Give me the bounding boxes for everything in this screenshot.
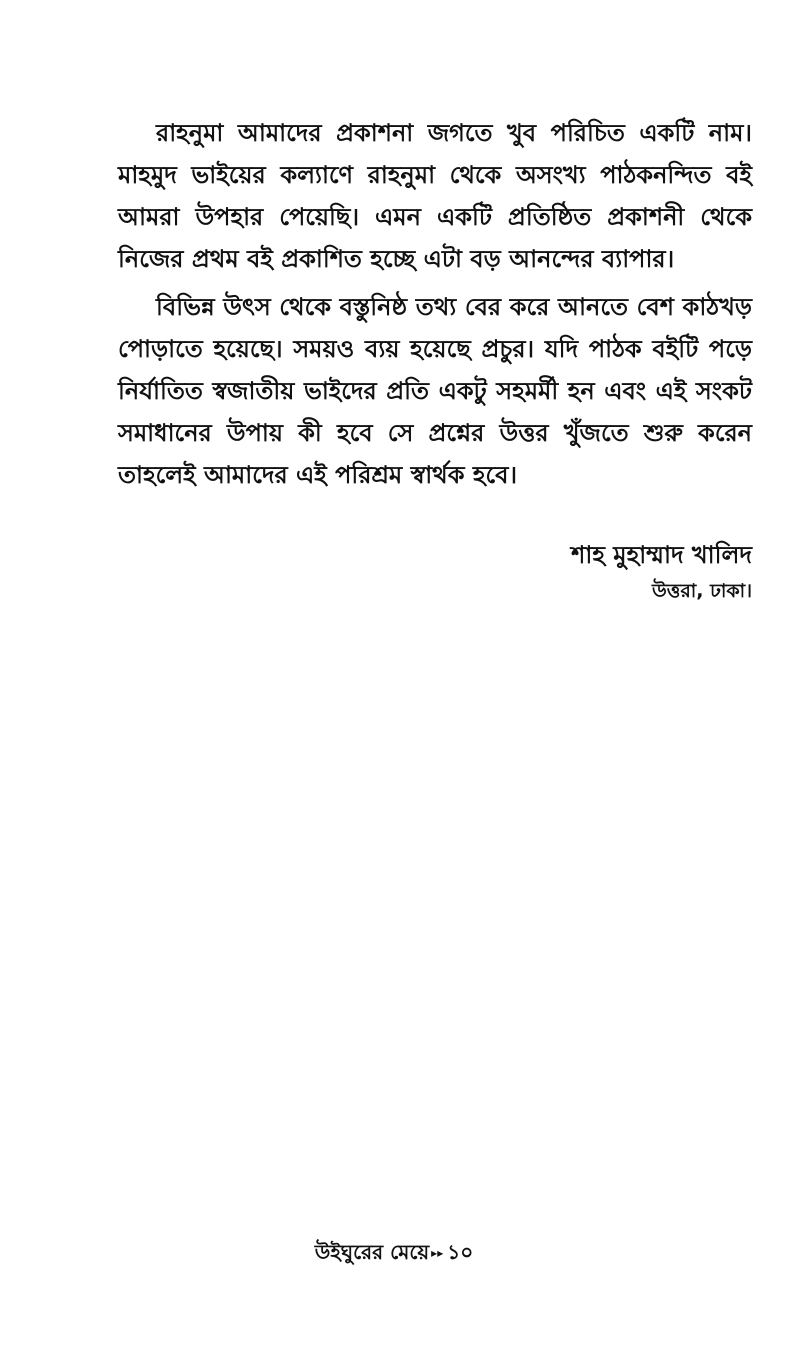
- double-arrow-icon: ▸▸: [431, 1246, 444, 1260]
- author-place: উত্তরা, ঢাকা।: [651, 580, 752, 602]
- page-number: ১০: [447, 1240, 474, 1264]
- signature-block: [571, 536, 752, 608]
- footer-book-title: উইঘুরের মেয়ে: [314, 1240, 430, 1264]
- author-name: শাহ মুহাম্মাদ খালিদ: [571, 541, 752, 569]
- body-text: [118, 112, 752, 502]
- paragraph-2: বিভিন্ন উৎস থেকে বস্তুনিষ্ঠ তথ্য বের করে আনতে বেশ কাঠখড় পোড়াতে হয়েছে। সময়ও ব্যয় হয়েছে প্রচুর। যদি পাঠক বইটি পড়ে নির্যাতিত স্বজাতীয় ভাইদের প্রতি একটু সহমর্মী হন এবং এই সংকট সমাধানের উপায় কী হবে সে প্রশ্নের উত্তর খুঁজতে শুরু করেন তাহলেই আমাদের এই পরিশ্রম স্বার্থক হবে।: [118, 293, 752, 489]
- page-footer: [0, 1236, 788, 1271]
- paragraph-1: রাহনুমা আমাদের প্রকাশনা জগতে খুব পরিচিত একটি নাম। মাহমুদ ভাইয়ের কল্যাণে রাহনুমা থেকে অসংখ্য পাঠকনন্দিত বই আমরা উপহার পেয়েছি। এমন একটি প্রতিষ্ঠিত প্রকাশনী থেকে নিজের প্রথম বই প্রকাশিত হচ্ছে এটা বড় আনন্দের ব্যাপার।: [118, 119, 752, 273]
